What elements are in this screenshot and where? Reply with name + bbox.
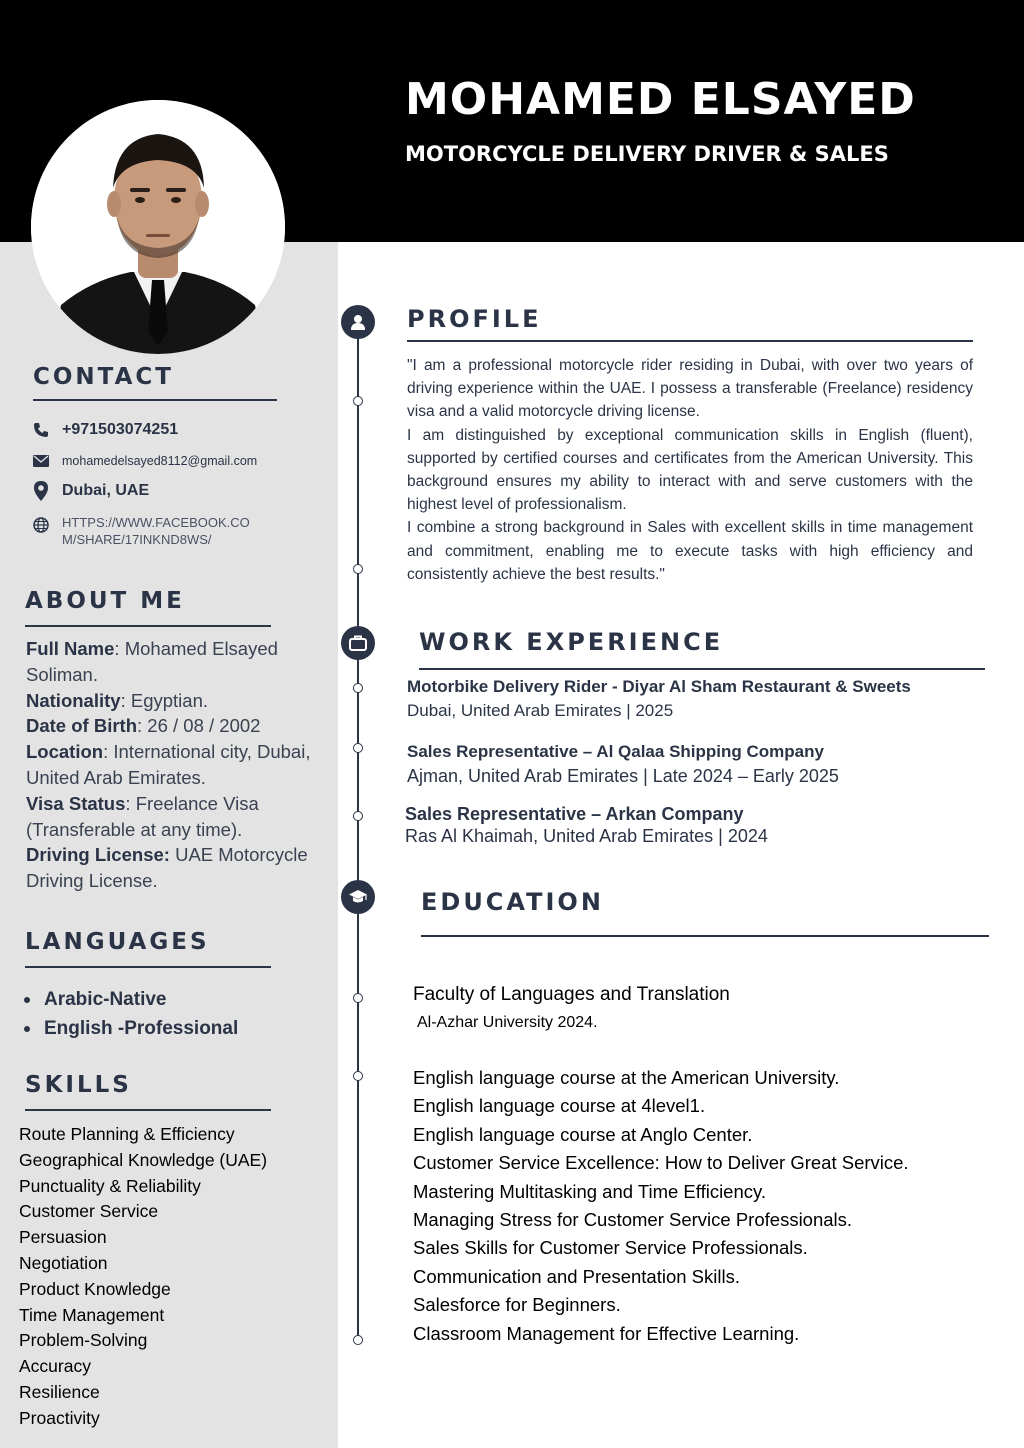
- website-text: [62, 514, 250, 548]
- list-item: Geographical Knowledge (UAE): [19, 1149, 268, 1170]
- briefcase-icon: [341, 626, 375, 660]
- list-item: Route Planning & Efficiency: [19, 1124, 235, 1144]
- courses-list: [413, 1065, 909, 1349]
- list-item: Proactivity: [19, 1407, 100, 1428]
- education-divider: [421, 935, 989, 937]
- list-item: Resilience: [19, 1381, 100, 1402]
- timeline-dot: [353, 1071, 363, 1081]
- languages-heading: LANGUAGES: [25, 929, 210, 955]
- languages-list: [20, 985, 238, 1043]
- profile-paragraph: I combine a strong background in Sales with excellent skills in time management and commitment, enabling me to execute tasks with high efficiency and consistently achieve the best results.": [407, 519, 973, 583]
- job-entry: [405, 804, 768, 847]
- list-item: Product Knowledge: [19, 1278, 171, 1299]
- degree-institution: Al-Azhar University 2024.: [417, 1014, 598, 1031]
- graduation-cap-icon: [341, 880, 375, 914]
- phone-icon: [30, 419, 52, 441]
- list-item: Mastering Multitasking and Time Efficiency.: [413, 1180, 767, 1202]
- about-item: Full Name: Mohamed Elsayed Soliman.: [26, 638, 278, 685]
- contact-location: [30, 480, 149, 502]
- job-subtitle: Dubai, United Arab Emirates | 2025: [407, 701, 674, 720]
- website-line-2: M/SHARE/17INKND8WS/: [62, 532, 212, 547]
- profile-photo: [31, 100, 285, 354]
- list-item: Problem-Solving: [19, 1330, 148, 1351]
- profile-divider: [407, 340, 973, 342]
- contact-phone[interactable]: [30, 419, 178, 441]
- contact-email[interactable]: [30, 450, 257, 472]
- list-item: Managing Stress for Customer Service Professionals.: [413, 1208, 853, 1230]
- job-subtitle: Ajman, United Arab Emirates | Late 2024 – Early 2025: [407, 766, 839, 786]
- bullet-icon: [24, 1026, 30, 1032]
- list-item: Time Management: [19, 1304, 165, 1325]
- timeline-dot: [353, 396, 363, 406]
- globe-icon: [30, 514, 52, 536]
- profile-heading: PROFILE: [407, 305, 542, 333]
- list-item: Punctuality & Reliability: [19, 1175, 201, 1196]
- contact-divider: [33, 399, 277, 401]
- degree-title: Faculty of Languages and Translation: [413, 984, 730, 1005]
- envelope-icon: [30, 450, 52, 472]
- about-item: Nationality: Egyptian.: [26, 689, 208, 711]
- about-divider: [25, 625, 271, 627]
- phone-text: +971503074251: [62, 421, 179, 438]
- user-icon: [341, 305, 375, 339]
- list-item: Customer Service Excellence: How to Deliver Great Service.: [413, 1152, 909, 1174]
- timeline-dot: [353, 683, 363, 693]
- candidate-role: MOTORCYCLE DELIVERY DRIVER & SALES: [405, 142, 889, 166]
- contact-heading: CONTACT: [33, 364, 174, 390]
- candidate-name: MOHAMED ELSAYED: [405, 74, 916, 125]
- experience-divider: [419, 668, 985, 670]
- list-item: English language course at the American University.: [413, 1067, 840, 1088]
- about-item: Location: International city, Dubai, United Arab Emirates.: [26, 741, 311, 788]
- job-subtitle: Ras Al Khaimah, United Arab Emirates | 2024: [405, 826, 768, 846]
- list-item: Classroom Management for Effective Learning.: [413, 1322, 800, 1344]
- languages-divider: [25, 966, 271, 968]
- skills-list: [19, 1122, 267, 1432]
- bullet-icon: [24, 997, 30, 1003]
- profile-paragraph: "I am a professional motorcycle rider residing in Dubai, with over two years of driving experience within the UAE. I possess a transferable (Freelance) residency visa and a valid motorcycle driving license.: [407, 357, 973, 421]
- job-title: Sales Representative – Arkan Company: [405, 804, 744, 824]
- about-heading: ABOUT ME: [25, 588, 185, 614]
- list-item: English language course at 4level1.: [413, 1095, 706, 1117]
- list-item: Persuasion: [19, 1227, 107, 1248]
- timeline-dot: [353, 811, 363, 821]
- about-item: Date of Birth: 26 / 08 / 2002: [26, 715, 261, 737]
- education-heading: EDUCATION: [421, 888, 604, 916]
- list-item: Arabic-Native: [20, 985, 238, 1014]
- about-item: Driving License: UAE Motorcycle Driving License.: [26, 844, 308, 892]
- list-item: Accuracy: [19, 1356, 91, 1377]
- website-line-1: HTTPS://WWW.FACEBOOK.CO: [62, 515, 250, 530]
- job-entry: [407, 677, 911, 721]
- profile-summary: [407, 354, 973, 586]
- list-item: Customer Service: [19, 1201, 159, 1222]
- list-item: Sales Skills for Customer Service Professionals.: [413, 1237, 808, 1259]
- job-title: Sales Representative – Al Qalaa Shipping Company: [407, 742, 824, 761]
- about-details: [26, 636, 326, 894]
- list-item: English -Professional: [20, 1014, 238, 1043]
- timeline-dot: [353, 1335, 363, 1345]
- job-title: Motorbike Delivery Rider - Diyar Al Sham Restaurant & Sweets: [407, 677, 911, 696]
- profile-paragraph: I am distinguished by exceptional communication skills in English (fluent), supported by certified courses and certificates from the American University. This background ensures my ability to interact with and serve customers with the highest level of professionalism.: [407, 426, 973, 514]
- map-pin-icon: [30, 480, 52, 502]
- email-text: mohamedelsayed8112@gmail.com: [62, 454, 258, 468]
- skills-heading: SKILLS: [25, 1072, 132, 1098]
- location-text: Dubai, UAE: [62, 482, 150, 499]
- experience-heading: WORK EXPERIENCE: [419, 628, 724, 656]
- about-item: Visa Status: Freelance Visa (Transferable at any time).: [26, 792, 259, 840]
- job-entry: [407, 742, 839, 787]
- skills-divider: [25, 1109, 271, 1111]
- list-item: English language course at Anglo Center.: [413, 1123, 753, 1145]
- list-item: Salesforce for Beginners.: [413, 1294, 621, 1316]
- contact-website[interactable]: [30, 514, 250, 548]
- timeline-line: [357, 320, 359, 1340]
- list-item: Communication and Presentation Skills.: [413, 1265, 740, 1287]
- timeline-dot: [353, 564, 363, 574]
- timeline-dot: [353, 993, 363, 1003]
- timeline-dot: [353, 743, 363, 753]
- list-item: Negotiation: [19, 1252, 108, 1273]
